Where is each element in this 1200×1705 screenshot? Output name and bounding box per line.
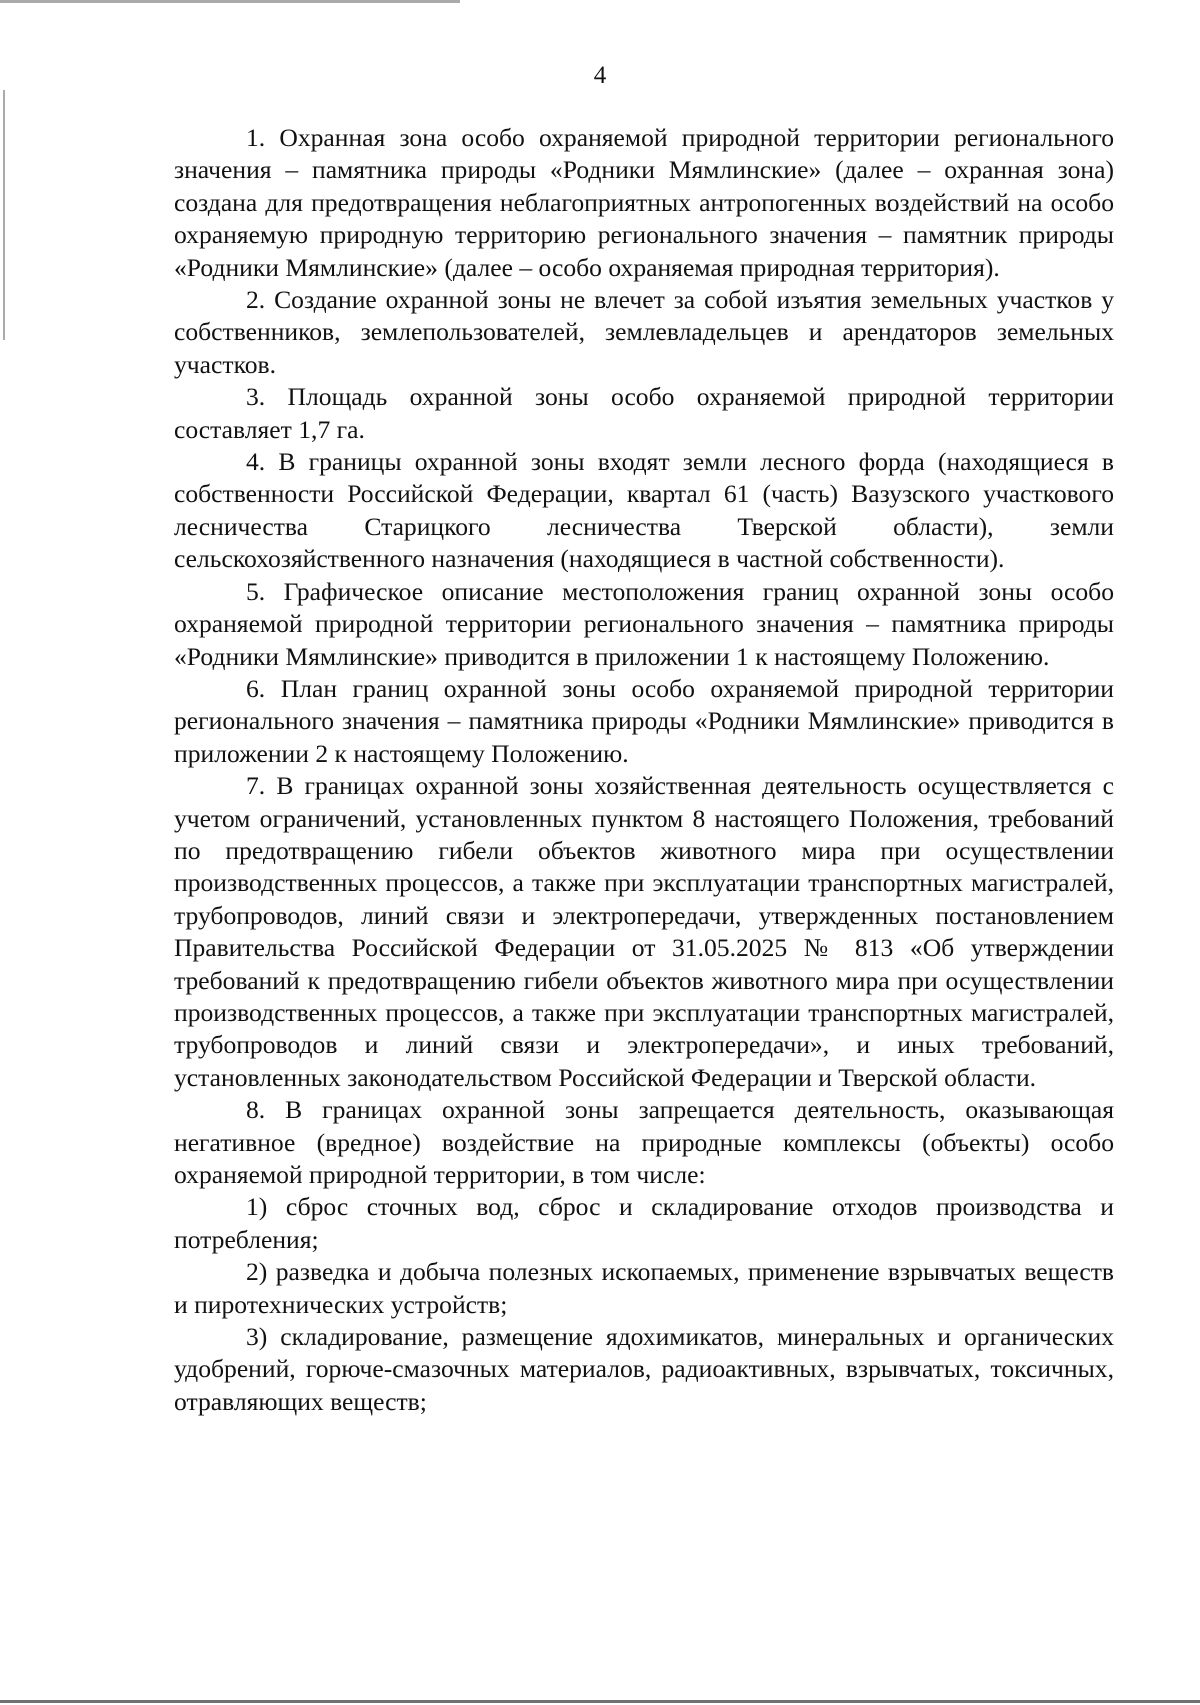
list-item-2: 2) разведка и добыча полезных ископаемых, применение взрывчатых веществ и пиротехнических устройств; — [174, 1257, 1114, 1319]
scan-artifact-top — [0, 0, 460, 3]
document-body — [174, 122, 1114, 1418]
page-number: 4 — [593, 62, 607, 89]
paragraph-3: 3. Площадь охранной зоны особо охраняемой природной территории составляет 1,7 га. — [174, 382, 1114, 444]
list-item-1: 1) сброс сточных вод, сброс и складирование отходов производства и потребления; — [174, 1192, 1114, 1254]
scan-artifact-bottom — [0, 1700, 1200, 1703]
list-item-3: 3) складирование, размещение ядохимикатов, минеральных и органических удобрений, горюче-смазочных материалов, радиоактивных, взрывчатых, токсичных, отравляющих веществ; — [174, 1322, 1114, 1416]
paragraph-5: 5. Графическое описание местоположения границ охранной зоны особо охраняемой природной территории регионального значения – памятника природы «Родники Мямлинские» приводится в приложении 1 к настоящему Положению. — [174, 576, 1114, 671]
paragraph-2: 2. Создание охранной зоны не влечет за собой изъятия земельных участков у собственников, землепользователей, землевладельцев и арендаторов земельных участков. — [174, 285, 1114, 379]
paragraph-6: 6. План границ охранной зоны особо охраняемой природной территории регионального значения – памятника природы «Родники Мямлинские» приводится в приложении 2 к настоящему Положению. — [174, 673, 1114, 768]
paragraph-4: 4. В границы охранной зоны входят земли лесного форда (находящиеся в собственности Российской Федерации, квартал 61 (часть) Вазузского участкового лесничества Старицкого лесничества Тверской области), земли сельскохозяйственного назначения (находящиеся в частной собственности). — [174, 447, 1114, 574]
paragraph-8: 8. В границах охранной зоны запрещается деятельность, оказывающая негативное (вредное) воздействие на природные комплексы (объекты) особо охраняемой природной территории, в том числе: — [174, 1095, 1114, 1189]
scan-artifact-left — [3, 90, 5, 340]
paragraph-7: 7. В границах охранной зоны хозяйственная деятельность осуществляется с учетом ограничений, установленных пунктом 8 настоящего Положения, требований по предотвращению гибели объектов животного мира при осуществлении производственных процессов, а также при эксплуатации транспортных магистралей, трубопроводов, линий связи и электропередачи, утвержденных постановлением Правительства Российской Федерации от 31.05.2025 № 813 «Об утверждении требований к предотвращению гибели объектов животного мира при осуществлении производственных процессов, а также при эксплуатации транспортных магистралей, трубопроводов и линий связи и электропередачи», и иных требований, установленных законодательством Российской Федерации и Тверской области. — [174, 771, 1114, 1092]
paragraph-1: 1. Охранная зона особо охраняемой природной территории регионального значения – памятника природы «Родники Мямлинские» (далее – охранная зона) создана для предотвращения неблагоприятных антропогенных воздействий на особо охраняемую природную территорию регионального значения – памятник природы «Родники Мямлинские» (далее – особо охраняемая природная территория). — [174, 123, 1114, 282]
